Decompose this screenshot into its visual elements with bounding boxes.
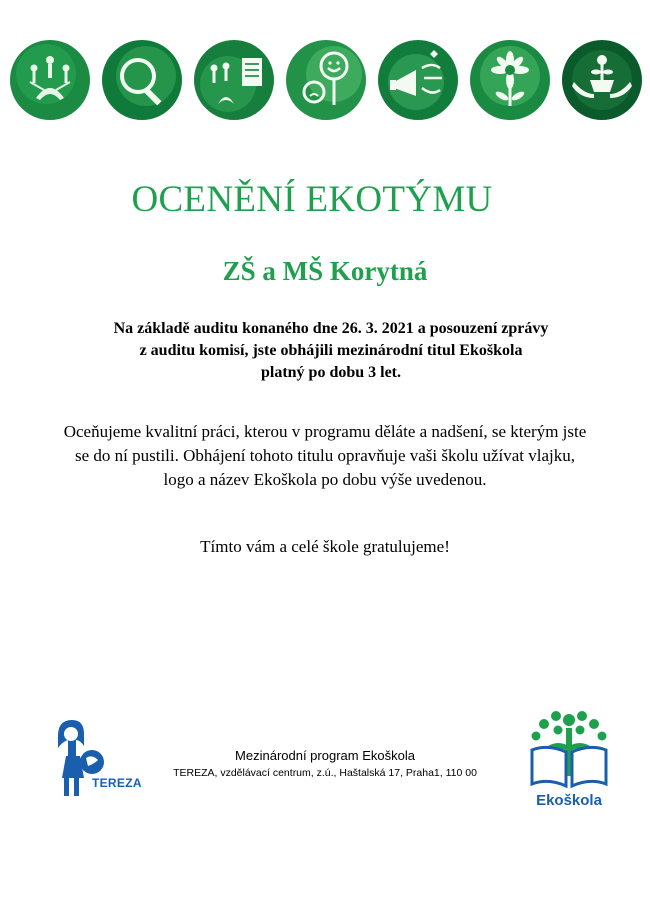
body-line: logo a název Ekoškola po dobu výše uvedenou. <box>163 470 487 489</box>
megaphone-icon <box>376 38 460 122</box>
footer-organization: Mezinárodní program Ekoškola <box>235 748 415 763</box>
audit-statement <box>0 318 650 384</box>
congratulations-text: Tímto vám a celé škole gratulujeme! <box>200 537 450 556</box>
team-checklist-icon <box>192 38 276 122</box>
certificate-title: OCENĚNÍ EKOTÝMU <box>131 179 493 220</box>
header-icon-row <box>8 38 638 124</box>
smile-sad-icon <box>284 38 368 122</box>
audit-line: z auditu komisí, jste obhájili mezinárodní titul Ekoškola <box>139 342 523 359</box>
body-line: Oceňujeme kvalitní práci, kterou v programu děláte a nadšení, se kterým jste <box>63 422 587 441</box>
ekoskola-logo <box>528 706 610 790</box>
magnifier-icon <box>100 38 184 122</box>
community-icon <box>8 38 92 122</box>
school-name: ZŠ a MŠ Korytná <box>222 256 428 286</box>
audit-line: Na základě auditu konaného dne 26. 3. 2021 a posouzení zprávy <box>113 320 549 337</box>
hands-plant-icon <box>560 38 644 122</box>
ekoskola-label: Ekoškola <box>536 792 602 809</box>
flower-icon <box>468 38 552 122</box>
audit-line: platný po dobu 3 let. <box>260 364 402 381</box>
body-line: se do ní pustili. Obhájení tohoto titulu opravňuje vaši školu užívat vlajku, <box>74 446 576 465</box>
tereza-label: TEREZA <box>92 776 142 790</box>
appreciation-text <box>0 420 650 492</box>
footer-address: TEREZA, vzdělávací centrum, z.ú., Haštalská 17, Praha1, 110 00 <box>173 767 477 779</box>
